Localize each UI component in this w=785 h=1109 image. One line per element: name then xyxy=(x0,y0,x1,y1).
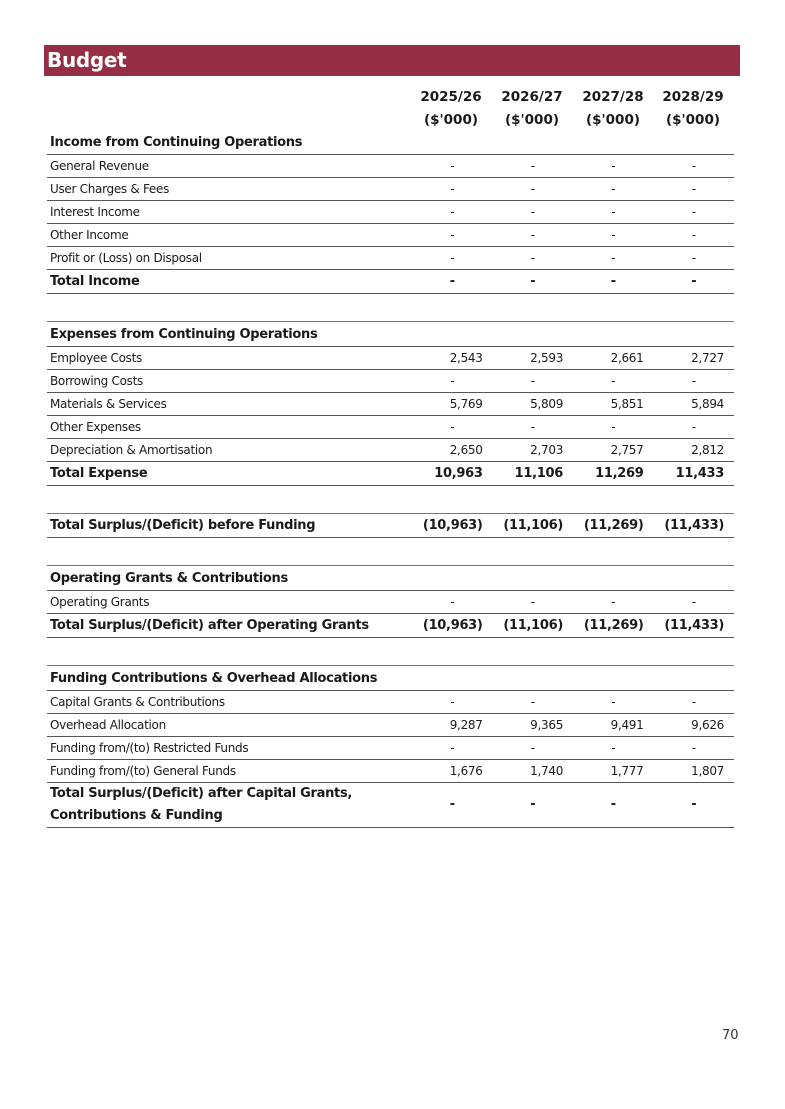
value-cell: 5,894 xyxy=(653,393,734,416)
column-year: 2027/28 xyxy=(582,89,644,105)
value-cell: 11,269 xyxy=(573,462,653,486)
row-label: Interest Income xyxy=(47,201,412,224)
value-cell: 2,543 xyxy=(412,347,492,370)
value-cell: - xyxy=(653,178,734,201)
column-year: 2028/29 xyxy=(662,89,724,105)
value-cell: 2,661 xyxy=(573,347,653,370)
row-label: Materials & Services xyxy=(47,393,412,416)
column-unit: ($'000) xyxy=(423,112,479,128)
value-cell: (11,269) xyxy=(573,614,653,638)
value-cell: - xyxy=(653,270,734,294)
section-header-row xyxy=(47,566,734,591)
row-label: General Revenue xyxy=(47,155,412,178)
spacer-row xyxy=(47,294,734,322)
value-cell: - xyxy=(573,416,653,439)
value-cell: - xyxy=(412,416,492,439)
value-cell: - xyxy=(573,224,653,247)
value-cell: (11,106) xyxy=(493,614,573,638)
row-label: Overhead Allocation xyxy=(47,714,412,737)
value-cell: 9,365 xyxy=(493,714,573,737)
table-row xyxy=(47,370,734,393)
section-title: Funding Contributions & Overhead Allocations xyxy=(47,666,734,691)
value-cell: - xyxy=(412,783,492,828)
budget-table xyxy=(47,130,734,828)
row-label: Total Income xyxy=(47,270,412,294)
value-cell: - xyxy=(493,591,573,614)
value-cell: 9,626 xyxy=(653,714,734,737)
value-cell: - xyxy=(493,370,573,393)
value-cell: - xyxy=(573,370,653,393)
total-row xyxy=(47,270,734,294)
column-unit: ($'000) xyxy=(504,112,560,128)
value-cell: - xyxy=(412,224,492,247)
value-cell: - xyxy=(573,783,653,828)
value-cell: - xyxy=(653,416,734,439)
value-cell: - xyxy=(412,270,492,294)
value-cell: - xyxy=(493,691,573,714)
value-cell: 1,676 xyxy=(412,760,492,783)
value-cell: - xyxy=(653,783,734,828)
table-row xyxy=(47,247,734,270)
row-label: Other Expenses xyxy=(47,416,412,439)
value-cell: (10,963) xyxy=(412,614,492,638)
page-number: 70 xyxy=(722,1028,739,1043)
value-cell: 2,703 xyxy=(493,439,573,462)
value-cell: - xyxy=(653,591,734,614)
column-unit: ($'000) xyxy=(585,112,641,128)
value-cell: - xyxy=(573,691,653,714)
value-cell: 1,740 xyxy=(493,760,573,783)
column-header-2027-28 xyxy=(573,86,653,132)
value-cell: - xyxy=(653,247,734,270)
value-cell: 2,812 xyxy=(653,439,734,462)
section-header-row xyxy=(47,130,734,155)
row-label: Funding from/(to) General Funds xyxy=(47,760,412,783)
table-row xyxy=(47,393,734,416)
spacer-cell xyxy=(47,486,734,514)
value-cell: 9,491 xyxy=(573,714,653,737)
value-cell: 2,757 xyxy=(573,439,653,462)
row-label: Employee Costs xyxy=(47,347,412,370)
table-row xyxy=(47,224,734,247)
value-cell: - xyxy=(573,178,653,201)
row-label: Capital Grants & Contributions xyxy=(47,691,412,714)
table-row xyxy=(47,591,734,614)
section-header-row xyxy=(47,322,734,347)
spacer-cell xyxy=(47,638,734,666)
value-cell: - xyxy=(493,783,573,828)
row-label: Total Surplus/(Deficit) before Funding xyxy=(47,514,412,538)
column-header-2026-27 xyxy=(492,86,572,132)
row-label-line: Contributions & Funding xyxy=(50,808,223,823)
table-row xyxy=(47,760,734,783)
section-title: Operating Grants & Contributions xyxy=(47,566,734,591)
row-label: Operating Grants xyxy=(47,591,412,614)
value-cell: 5,851 xyxy=(573,393,653,416)
value-cell: 11,433 xyxy=(653,462,734,486)
value-cell: - xyxy=(653,737,734,760)
value-cell: - xyxy=(573,155,653,178)
final-total-row xyxy=(47,783,734,828)
value-cell: (11,433) xyxy=(653,614,734,638)
row-label: Depreciation & Amortisation xyxy=(47,439,412,462)
spacer-cell xyxy=(47,294,734,322)
value-cell: - xyxy=(653,370,734,393)
value-cell: - xyxy=(653,155,734,178)
value-cell: (11,433) xyxy=(653,514,734,538)
value-cell: - xyxy=(412,691,492,714)
value-cell: - xyxy=(653,201,734,224)
table-row xyxy=(47,691,734,714)
total-row xyxy=(47,514,734,538)
value-cell: - xyxy=(493,178,573,201)
row-label: Profit or (Loss) on Disposal xyxy=(47,247,412,270)
value-cell: (11,106) xyxy=(493,514,573,538)
row-label: Total Surplus/(Deficit) after Operating Grants xyxy=(47,614,412,638)
row-label xyxy=(47,783,412,828)
column-year: 2025/26 xyxy=(420,89,482,105)
section-header-row xyxy=(47,666,734,691)
value-cell: - xyxy=(412,591,492,614)
value-cell: 9,287 xyxy=(412,714,492,737)
table-row xyxy=(47,737,734,760)
value-cell: - xyxy=(573,201,653,224)
spacer-row xyxy=(47,486,734,514)
value-cell: 11,106 xyxy=(493,462,573,486)
value-cell: - xyxy=(573,247,653,270)
value-cell: 2,593 xyxy=(493,347,573,370)
value-cell: - xyxy=(493,737,573,760)
value-cell: - xyxy=(653,691,734,714)
value-cell: 5,769 xyxy=(412,393,492,416)
column-header-2028-29 xyxy=(653,86,733,132)
value-cell: - xyxy=(412,155,492,178)
column-header-2025-26 xyxy=(411,86,491,132)
value-cell: 5,809 xyxy=(493,393,573,416)
section-title: Income from Continuing Operations xyxy=(47,130,734,155)
column-unit: ($'000) xyxy=(665,112,721,128)
value-cell: - xyxy=(412,178,492,201)
value-cell: - xyxy=(412,370,492,393)
value-cell: - xyxy=(412,201,492,224)
value-cell: (10,963) xyxy=(412,514,492,538)
spacer-row xyxy=(47,538,734,566)
value-cell: - xyxy=(493,224,573,247)
total-row xyxy=(47,462,734,486)
value-cell: - xyxy=(573,591,653,614)
table-row xyxy=(47,201,734,224)
table-row xyxy=(47,416,734,439)
value-cell: - xyxy=(493,247,573,270)
row-label: User Charges & Fees xyxy=(47,178,412,201)
row-label-line: Total Surplus/(Deficit) after Capital Grants, xyxy=(50,786,353,801)
value-cell: - xyxy=(493,416,573,439)
column-year: 2026/27 xyxy=(501,89,563,105)
value-cell: - xyxy=(412,737,492,760)
row-label: Funding from/(to) Restricted Funds xyxy=(47,737,412,760)
table-row xyxy=(47,439,734,462)
table-row xyxy=(47,714,734,737)
value-cell: (11,269) xyxy=(573,514,653,538)
value-cell: - xyxy=(493,270,573,294)
value-cell: - xyxy=(412,247,492,270)
value-cell: 10,963 xyxy=(412,462,492,486)
value-cell: - xyxy=(653,224,734,247)
value-cell: - xyxy=(573,737,653,760)
total-row xyxy=(47,614,734,638)
table-row xyxy=(47,155,734,178)
value-cell: - xyxy=(493,201,573,224)
value-cell: - xyxy=(493,155,573,178)
title-banner xyxy=(44,45,740,76)
section-title: Expenses from Continuing Operations xyxy=(47,322,734,347)
value-cell: - xyxy=(573,270,653,294)
row-label: Total Expense xyxy=(47,462,412,486)
value-cell: 2,650 xyxy=(412,439,492,462)
value-cell: 1,777 xyxy=(573,760,653,783)
row-label: Borrowing Costs xyxy=(47,370,412,393)
value-cell: 1,807 xyxy=(653,760,734,783)
spacer-row xyxy=(47,638,734,666)
page-title: Budget xyxy=(47,48,127,72)
value-cell: 2,727 xyxy=(653,347,734,370)
table-row xyxy=(47,178,734,201)
spacer-cell xyxy=(47,538,734,566)
table-row xyxy=(47,347,734,370)
row-label: Other Income xyxy=(47,224,412,247)
